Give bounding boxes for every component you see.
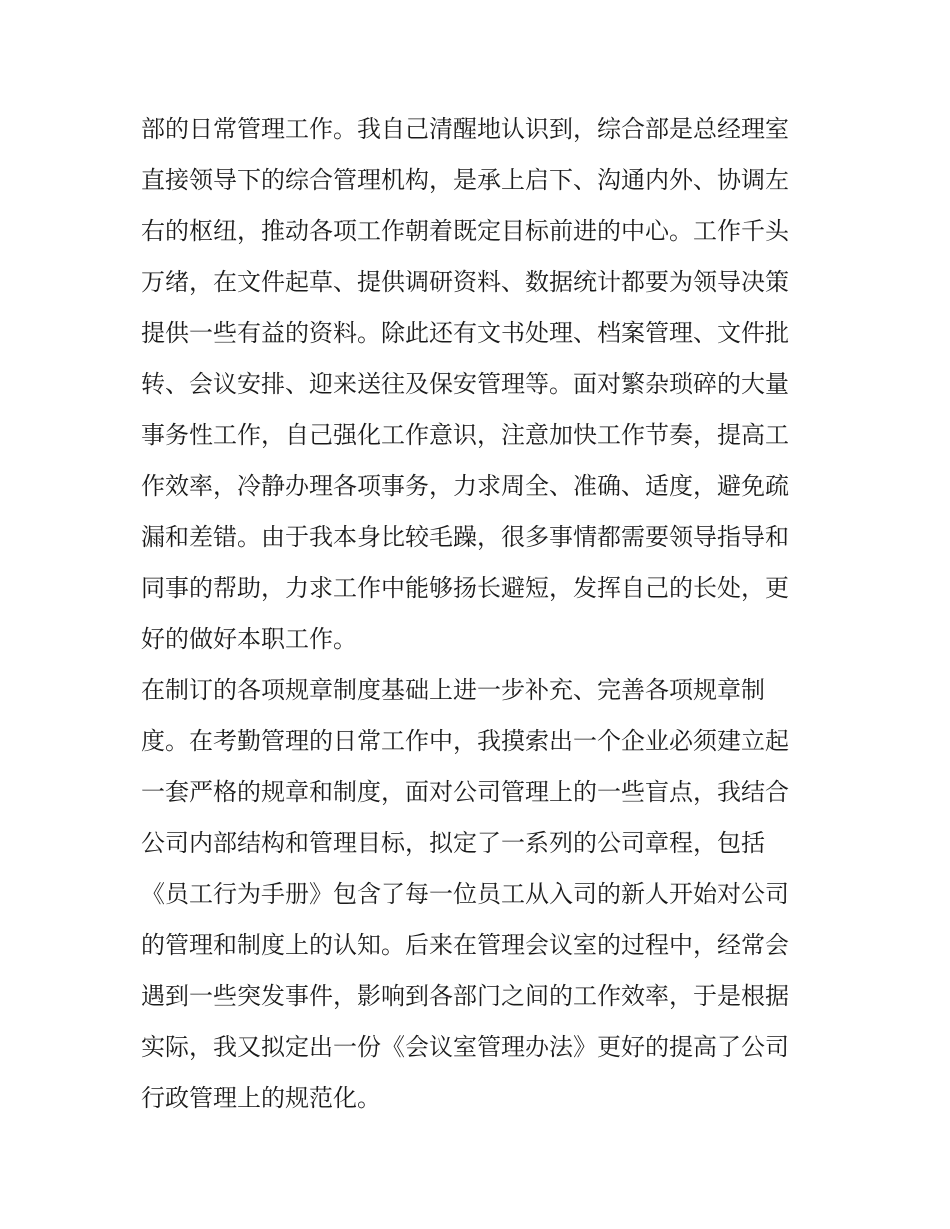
text-line: 提供一些有益的资料。除此还有文书处理、档案管理、文件批 <box>141 319 789 347</box>
text-line: 遇到一些突发事件，影响到各部门之间的工作效率，于是根据 <box>141 982 789 1010</box>
text-line: 一套严格的规章和制度，面对公司管理上的一些盲点，我结合 <box>141 778 789 806</box>
text-line: 右的枢纽，推动各项工作朝着既定目标前进的中心。工作千头 <box>141 217 789 245</box>
text-line: 度。在考勤管理的日常工作中，我摸索出一个企业必须建立起 <box>141 727 789 755</box>
text-line: 漏和差错。由于我本身比较毛躁，很多事情都需要领导指导和 <box>141 523 789 551</box>
text-line: 部的日常管理工作。我自己清醒地认识到，综合部是总经理室 <box>141 115 789 143</box>
paragraph-2 <box>141 665 813 1124</box>
text-line: 的管理和制度上的认知。后来在管理会议室的过程中，经常会 <box>141 931 789 959</box>
text-line: 同事的帮助，力求工作中能够扬长避短，发挥自己的长处，更 <box>141 574 789 602</box>
text-line: 在制订的各项规章制度基础上进一步补充、完善各项规章制 <box>141 676 765 704</box>
paragraph-1 <box>141 104 813 665</box>
text-line: 行政管理上的规范化。 <box>141 1084 381 1112</box>
body-text <box>141 104 813 1124</box>
text-line: 《员工行为手册》包含了每一位员工从入司的新人开始对公司 <box>141 880 789 908</box>
text-line: 直接领导下的综合管理机构，是承上启下、沟通内外、协调左 <box>141 166 789 194</box>
text-line: 好的做好本职工作。 <box>141 625 357 653</box>
text-line: 公司内部结构和管理目标，拟定了一系列的公司章程，包括 <box>141 829 765 857</box>
text-line: 作效率，冷静办理各项事务，力求周全、准确、适度，避免疏 <box>141 472 789 500</box>
text-line: 转、会议安排、迎来送往及保安管理等。面对繁杂琐碎的大量 <box>141 370 789 398</box>
text-line: 万绪，在文件起草、提供调研资料、数据统计都要为领导决策 <box>141 268 789 296</box>
text-line: 实际，我又拟定出一份《会议室管理办法》更好的提高了公司 <box>141 1033 789 1061</box>
text-line: 事务性工作，自己强化工作意识，注意加快工作节奏，提高工 <box>141 421 789 449</box>
